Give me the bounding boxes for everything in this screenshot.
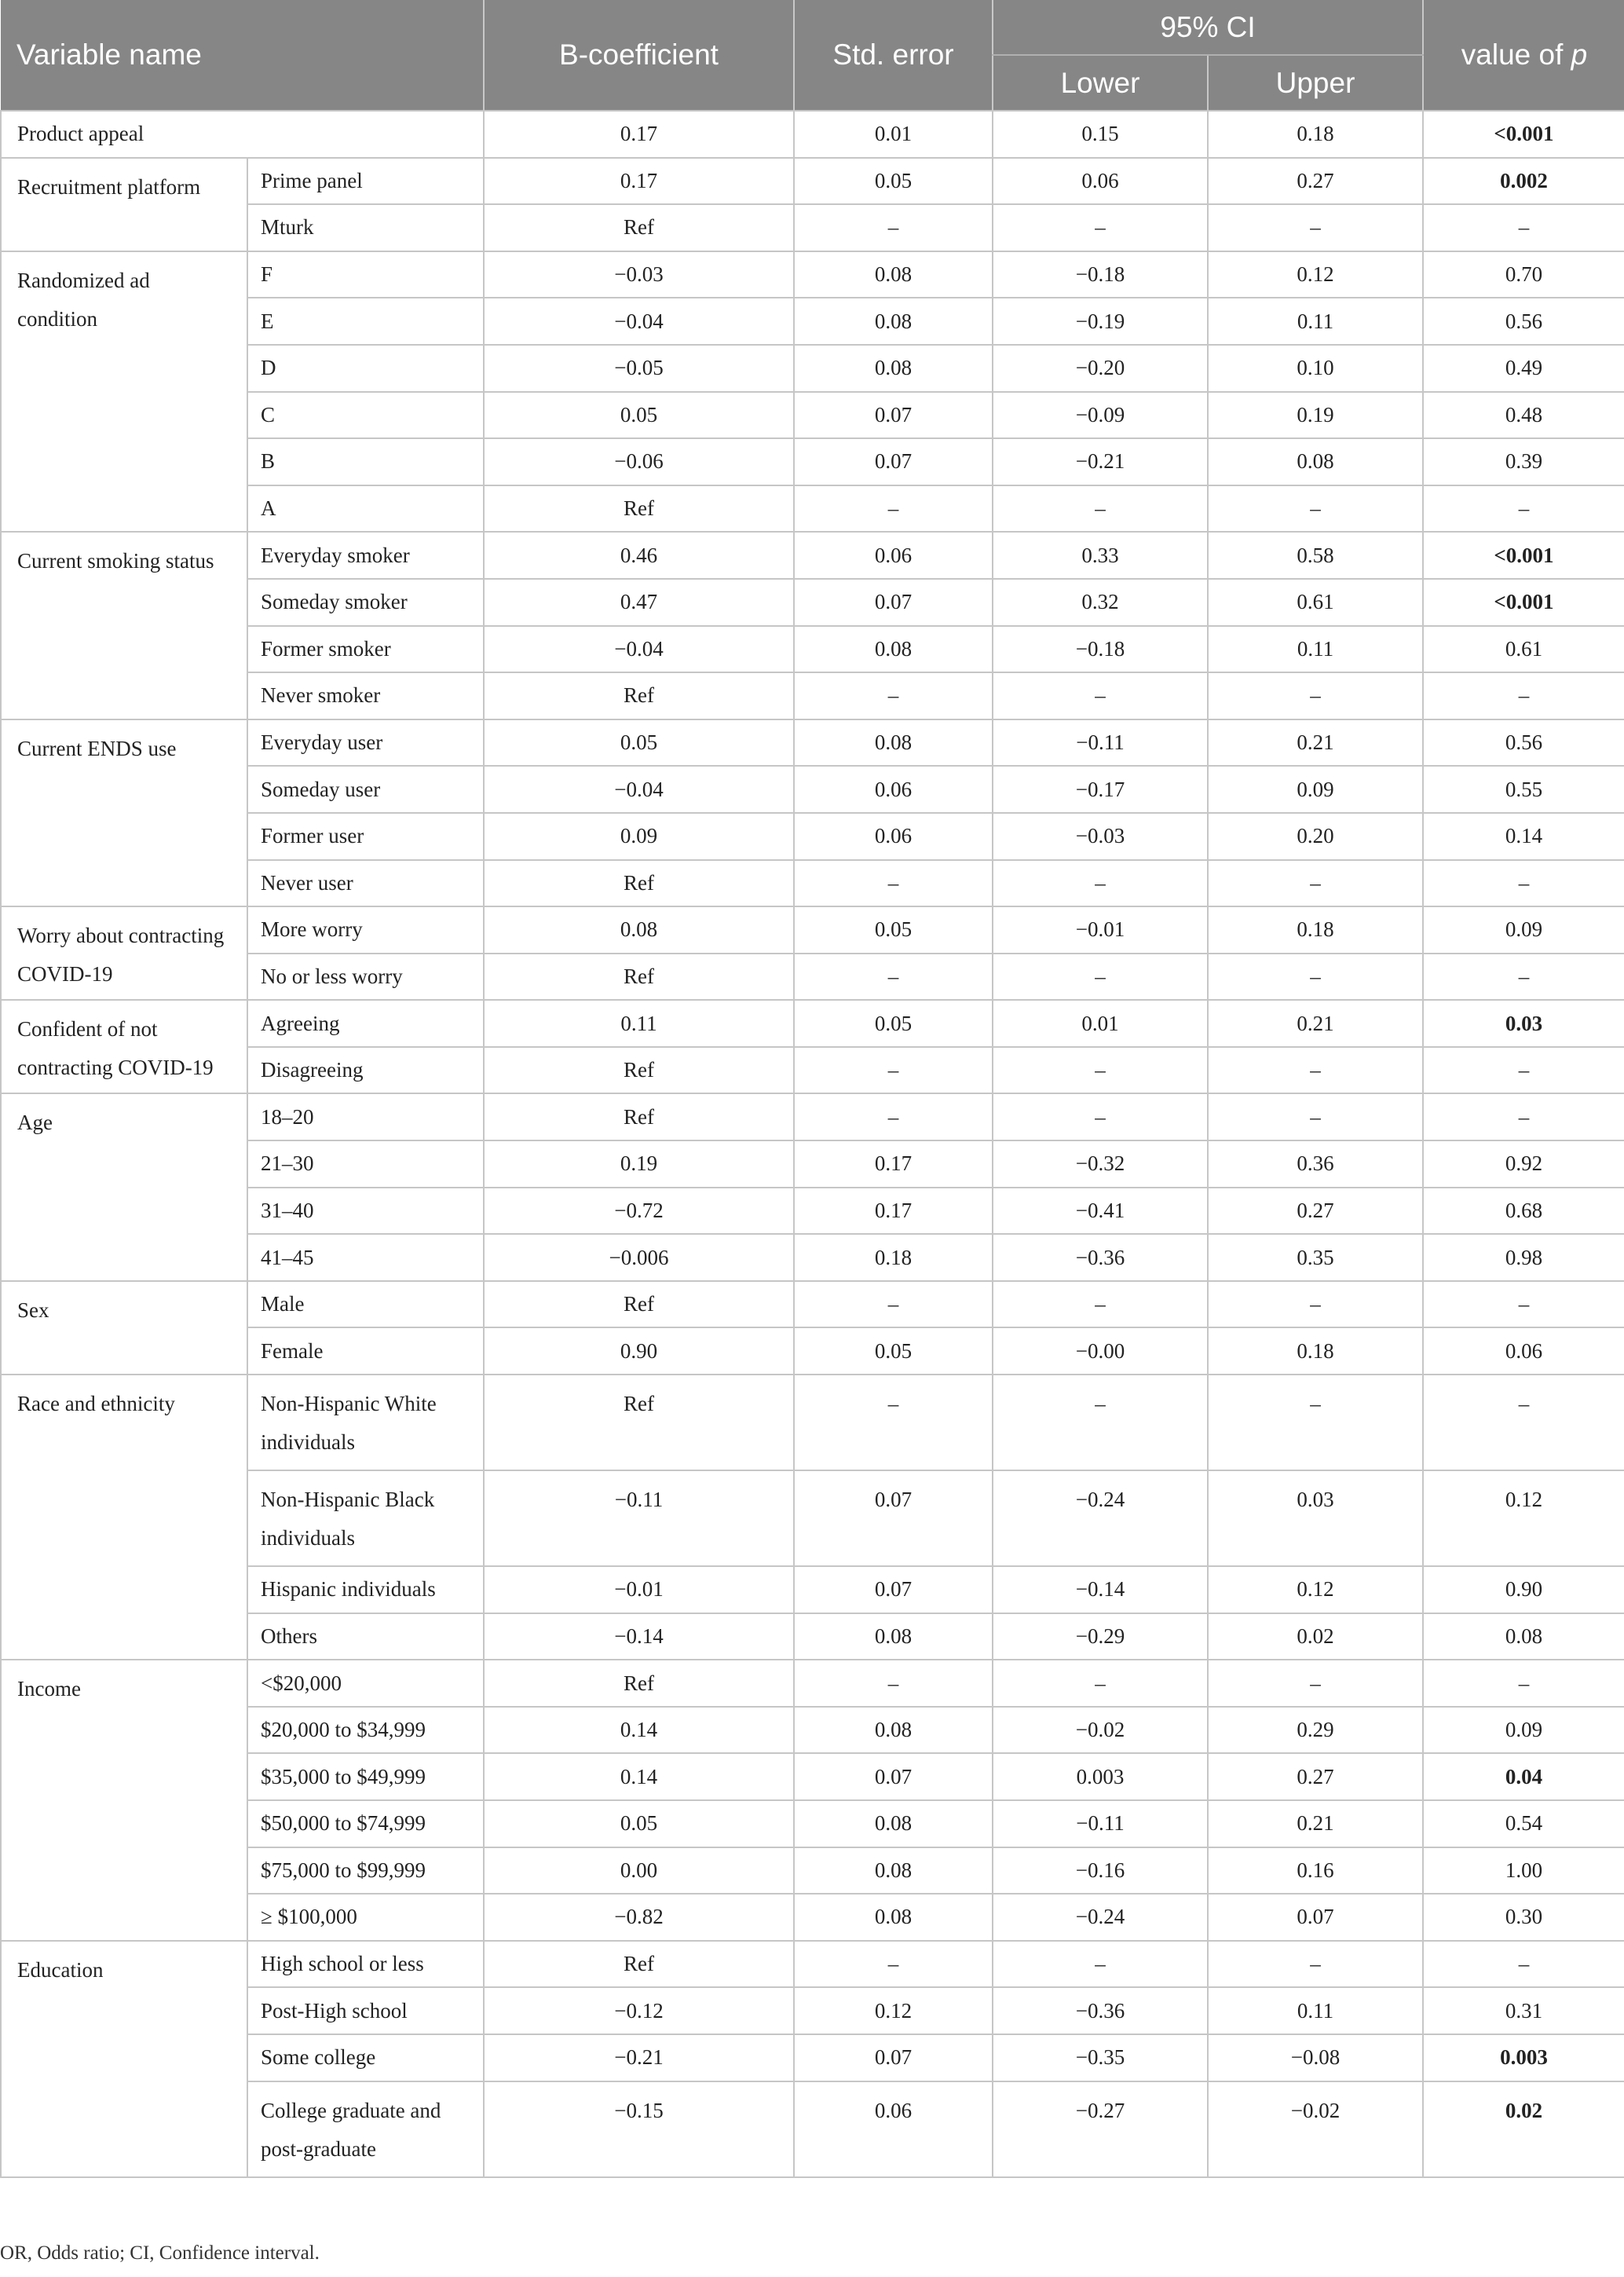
ci-lower-cell: −0.36 bbox=[993, 1234, 1208, 1281]
p-value-cell: – bbox=[1423, 1375, 1624, 1470]
std-error-cell: 0.07 bbox=[794, 1470, 993, 1566]
ci-upper-cell: 0.03 bbox=[1208, 1470, 1423, 1566]
p-value-cell: – bbox=[1423, 672, 1624, 719]
table-row bbox=[1, 251, 1624, 298]
category-label: A bbox=[247, 485, 484, 533]
ci-upper-cell: 0.35 bbox=[1208, 1234, 1423, 1281]
ci-upper-cell: – bbox=[1208, 1093, 1423, 1140]
b-coefficient-cell: Ref bbox=[484, 485, 794, 533]
b-coefficient-cell: Ref bbox=[484, 1047, 794, 1094]
p-value-cell: 0.31 bbox=[1423, 1987, 1624, 2034]
ci-lower-cell: −0.27 bbox=[993, 2081, 1208, 2177]
ci-upper-cell: 0.18 bbox=[1208, 1327, 1423, 1375]
category-label: Former smoker bbox=[247, 626, 484, 673]
header-ci-95: 95% CI bbox=[993, 0, 1423, 55]
p-value-cell: – bbox=[1423, 1281, 1624, 1328]
p-value-cell: 0.54 bbox=[1423, 1800, 1624, 1847]
b-coefficient-cell: 0.09 bbox=[484, 813, 794, 860]
table-row bbox=[1, 906, 1624, 954]
ci-lower-cell: – bbox=[993, 1941, 1208, 1988]
category-label: Everyday user bbox=[247, 719, 484, 767]
std-error-cell: – bbox=[794, 672, 993, 719]
p-value-cell: <0.001 bbox=[1423, 579, 1624, 626]
category-label: F bbox=[247, 251, 484, 298]
b-coefficient-cell: −0.04 bbox=[484, 298, 794, 345]
b-coefficient-cell: 0.14 bbox=[484, 1753, 794, 1800]
std-error-cell: 0.05 bbox=[794, 906, 993, 954]
b-coefficient-cell: −0.12 bbox=[484, 1987, 794, 2034]
ci-lower-cell: – bbox=[993, 860, 1208, 907]
std-error-cell: 0.07 bbox=[794, 1566, 993, 1613]
b-coefficient-cell: Ref bbox=[484, 204, 794, 251]
category-label: Post-High school bbox=[247, 1987, 484, 2034]
b-coefficient-cell: Ref bbox=[484, 1660, 794, 1707]
p-value-cell: 0.70 bbox=[1423, 251, 1624, 298]
ci-upper-cell: −0.08 bbox=[1208, 2034, 1423, 2081]
category-label: $75,000 to $99,999 bbox=[247, 1847, 484, 1894]
p-value-cell: – bbox=[1423, 954, 1624, 1001]
ci-upper-cell: 0.18 bbox=[1208, 906, 1423, 954]
ci-lower-cell: 0.15 bbox=[993, 111, 1208, 158]
p-value-cell: 0.30 bbox=[1423, 1894, 1624, 1941]
variable-label: Education bbox=[1, 1941, 247, 2177]
category-label: High school or less bbox=[247, 1941, 484, 1988]
p-value-cell: 0.56 bbox=[1423, 719, 1624, 767]
std-error-cell: 0.08 bbox=[794, 1894, 993, 1941]
std-error-cell: 0.08 bbox=[794, 345, 993, 392]
p-value-cell: <0.001 bbox=[1423, 532, 1624, 579]
ci-lower-cell: −0.18 bbox=[993, 251, 1208, 298]
table-row bbox=[1, 158, 1624, 205]
category-label: Someday smoker bbox=[247, 579, 484, 626]
table-footnote: OR, Odds ratio; CI, Confidence interval. bbox=[0, 2242, 320, 2264]
p-value-cell: – bbox=[1423, 1941, 1624, 1988]
ci-upper-cell: 0.61 bbox=[1208, 579, 1423, 626]
b-coefficient-cell: −0.01 bbox=[484, 1566, 794, 1613]
ci-upper-cell: 0.08 bbox=[1208, 438, 1423, 485]
p-value-cell: 0.003 bbox=[1423, 2034, 1624, 2081]
variable-label: Recruitment platform bbox=[1, 158, 247, 251]
category-label: <$20,000 bbox=[247, 1660, 484, 1707]
ci-upper-cell: 0.16 bbox=[1208, 1847, 1423, 1894]
b-coefficient-cell: Ref bbox=[484, 860, 794, 907]
p-value-cell: – bbox=[1423, 860, 1624, 907]
std-error-cell: – bbox=[794, 1941, 993, 1988]
b-coefficient-cell: Ref bbox=[484, 1281, 794, 1328]
ci-upper-cell: – bbox=[1208, 1047, 1423, 1094]
b-coefficient-cell: Ref bbox=[484, 954, 794, 1001]
b-coefficient-cell: 0.05 bbox=[484, 1800, 794, 1847]
category-label: Prime panel bbox=[247, 158, 484, 205]
variable-label: Worry about contracting COVID-19 bbox=[1, 906, 247, 1000]
ci-lower-cell: – bbox=[993, 954, 1208, 1001]
b-coefficient-cell: 0.00 bbox=[484, 1847, 794, 1894]
b-coefficient-cell: 0.11 bbox=[484, 1000, 794, 1047]
std-error-cell: 0.08 bbox=[794, 719, 993, 767]
variable-label: Race and ethnicity bbox=[1, 1375, 247, 1660]
p-value-cell: 0.03 bbox=[1423, 1000, 1624, 1047]
std-error-cell: 0.08 bbox=[794, 1847, 993, 1894]
ci-upper-cell: 0.27 bbox=[1208, 158, 1423, 205]
ci-upper-cell: 0.12 bbox=[1208, 251, 1423, 298]
ci-lower-cell: −0.19 bbox=[993, 298, 1208, 345]
ci-lower-cell: −0.24 bbox=[993, 1470, 1208, 1566]
ci-upper-cell: −0.02 bbox=[1208, 2081, 1423, 2177]
category-label: D bbox=[247, 345, 484, 392]
p-value-cell: 0.08 bbox=[1423, 1613, 1624, 1660]
category-label: Never user bbox=[247, 860, 484, 907]
std-error-cell: 0.08 bbox=[794, 251, 993, 298]
b-coefficient-cell: Ref bbox=[484, 1375, 794, 1470]
ci-upper-cell: 0.09 bbox=[1208, 766, 1423, 813]
category-label: 18–20 bbox=[247, 1093, 484, 1140]
ci-upper-cell: – bbox=[1208, 1281, 1423, 1328]
ci-lower-cell: −0.41 bbox=[993, 1188, 1208, 1235]
category-label: College graduate and post-graduate bbox=[247, 2081, 484, 2177]
ci-upper-cell: 0.11 bbox=[1208, 1987, 1423, 2034]
p-value-cell: 0.92 bbox=[1423, 1140, 1624, 1188]
category-label: Non-Hispanic White individuals bbox=[247, 1375, 484, 1470]
table-row bbox=[1, 1375, 1624, 1470]
category-label: $35,000 to $49,999 bbox=[247, 1753, 484, 1800]
ci-lower-cell: −0.02 bbox=[993, 1707, 1208, 1754]
ci-lower-cell: −0.16 bbox=[993, 1847, 1208, 1894]
ci-lower-cell: −0.24 bbox=[993, 1894, 1208, 1941]
ci-lower-cell: −0.29 bbox=[993, 1613, 1208, 1660]
ci-upper-cell: 0.36 bbox=[1208, 1140, 1423, 1188]
table-row bbox=[1, 1941, 1624, 1988]
ci-lower-cell: – bbox=[993, 204, 1208, 251]
ci-lower-cell: 0.32 bbox=[993, 579, 1208, 626]
ci-upper-cell: 0.07 bbox=[1208, 1894, 1423, 1941]
ci-lower-cell: −0.36 bbox=[993, 1987, 1208, 2034]
category-label: More worry bbox=[247, 906, 484, 954]
ci-upper-cell: 0.20 bbox=[1208, 813, 1423, 860]
std-error-cell: 0.08 bbox=[794, 1613, 993, 1660]
p-value-cell: 0.002 bbox=[1423, 158, 1624, 205]
p-value-cell: 0.55 bbox=[1423, 766, 1624, 813]
category-label: Everyday smoker bbox=[247, 532, 484, 579]
std-error-cell: – bbox=[794, 1047, 993, 1094]
std-error-cell: 0.08 bbox=[794, 626, 993, 673]
std-error-cell: – bbox=[794, 1375, 993, 1470]
std-error-cell: 0.17 bbox=[794, 1140, 993, 1188]
std-error-cell: – bbox=[794, 204, 993, 251]
variable-label: Confident of not contracting COVID-19 bbox=[1, 1000, 247, 1093]
ci-lower-cell: −0.18 bbox=[993, 626, 1208, 673]
category-label: Some college bbox=[247, 2034, 484, 2081]
p-value-cell: 0.02 bbox=[1423, 2081, 1624, 2177]
p-value-cell: – bbox=[1423, 1660, 1624, 1707]
p-value-cell: 0.14 bbox=[1423, 813, 1624, 860]
ci-lower-cell: – bbox=[993, 1660, 1208, 1707]
ci-lower-cell: – bbox=[993, 672, 1208, 719]
ci-upper-cell: – bbox=[1208, 672, 1423, 719]
p-value-cell: 0.98 bbox=[1423, 1234, 1624, 1281]
std-error-cell: 0.07 bbox=[794, 2034, 993, 2081]
std-error-cell: 0.06 bbox=[794, 766, 993, 813]
std-error-cell: – bbox=[794, 1093, 993, 1140]
std-error-cell: 0.06 bbox=[794, 813, 993, 860]
variable-label: Age bbox=[1, 1093, 247, 1280]
ci-lower-cell: −0.32 bbox=[993, 1140, 1208, 1188]
std-error-cell: – bbox=[794, 1660, 993, 1707]
ci-upper-cell: – bbox=[1208, 954, 1423, 1001]
category-label: 41–45 bbox=[247, 1234, 484, 1281]
ci-lower-cell: −0.35 bbox=[993, 2034, 1208, 2081]
category-label: Mturk bbox=[247, 204, 484, 251]
ci-lower-cell: −0.14 bbox=[993, 1566, 1208, 1613]
variable-label: Income bbox=[1, 1660, 247, 1941]
variable-label: Randomized ad condition bbox=[1, 251, 247, 533]
p-value-cell: 0.06 bbox=[1423, 1327, 1624, 1375]
std-error-cell: 0.07 bbox=[794, 1753, 993, 1800]
std-error-cell: 0.07 bbox=[794, 579, 993, 626]
std-error-cell: 0.05 bbox=[794, 1000, 993, 1047]
ci-upper-cell: 0.10 bbox=[1208, 345, 1423, 392]
std-error-cell: 0.05 bbox=[794, 1327, 993, 1375]
header-p-value bbox=[1423, 0, 1624, 111]
std-error-cell: 0.07 bbox=[794, 392, 993, 439]
b-coefficient-cell: 0.47 bbox=[484, 579, 794, 626]
ci-lower-cell: −0.17 bbox=[993, 766, 1208, 813]
std-error-cell: – bbox=[794, 954, 993, 1001]
b-coefficient-cell: −0.05 bbox=[484, 345, 794, 392]
b-coefficient-cell: Ref bbox=[484, 1941, 794, 1988]
b-coefficient-cell: 0.14 bbox=[484, 1707, 794, 1754]
table-row bbox=[1, 111, 1624, 158]
p-value-cell: 0.09 bbox=[1423, 906, 1624, 954]
b-coefficient-cell: Ref bbox=[484, 1093, 794, 1140]
ci-lower-cell: – bbox=[993, 1281, 1208, 1328]
table-row bbox=[1, 1281, 1624, 1328]
b-coefficient-cell: 0.46 bbox=[484, 532, 794, 579]
ci-upper-cell: 0.11 bbox=[1208, 626, 1423, 673]
ci-lower-cell: −0.11 bbox=[993, 1800, 1208, 1847]
ci-lower-cell: −0.09 bbox=[993, 392, 1208, 439]
p-value-cell: 0.12 bbox=[1423, 1470, 1624, 1566]
b-coefficient-cell: −0.06 bbox=[484, 438, 794, 485]
category-label: Agreeing bbox=[247, 1000, 484, 1047]
ci-lower-cell: – bbox=[993, 1047, 1208, 1094]
std-error-cell: 0.07 bbox=[794, 438, 993, 485]
variable-label: Sex bbox=[1, 1281, 247, 1375]
p-value-cell: 0.39 bbox=[1423, 438, 1624, 485]
ci-lower-cell: 0.003 bbox=[993, 1753, 1208, 1800]
header-ci-lower: Lower bbox=[993, 55, 1208, 111]
category-label: E bbox=[247, 298, 484, 345]
ci-lower-cell: −0.20 bbox=[993, 345, 1208, 392]
ci-lower-cell: – bbox=[993, 1375, 1208, 1470]
ci-lower-cell: – bbox=[993, 485, 1208, 533]
ci-upper-cell: 0.12 bbox=[1208, 1566, 1423, 1613]
variable-label: Current smoking status bbox=[1, 532, 247, 719]
category-label: 21–30 bbox=[247, 1140, 484, 1188]
ci-lower-cell: −0.01 bbox=[993, 906, 1208, 954]
table-header bbox=[1, 0, 1624, 111]
b-coefficient-cell: 0.17 bbox=[484, 158, 794, 205]
category-label: ≥ $100,000 bbox=[247, 1894, 484, 1941]
std-error-cell: 0.06 bbox=[794, 2081, 993, 2177]
ci-upper-cell: 0.11 bbox=[1208, 298, 1423, 345]
p-value-cell: – bbox=[1423, 485, 1624, 533]
ci-upper-cell: – bbox=[1208, 485, 1423, 533]
category-label: Hispanic individuals bbox=[247, 1566, 484, 1613]
b-coefficient-cell: −0.04 bbox=[484, 626, 794, 673]
table-row bbox=[1, 532, 1624, 579]
b-coefficient-cell: 0.19 bbox=[484, 1140, 794, 1188]
b-coefficient-cell: −0.006 bbox=[484, 1234, 794, 1281]
p-value-cell: – bbox=[1423, 1093, 1624, 1140]
ci-upper-cell: – bbox=[1208, 1375, 1423, 1470]
ci-upper-cell: 0.21 bbox=[1208, 1800, 1423, 1847]
p-value-cell: <0.001 bbox=[1423, 111, 1624, 158]
p-value-cell: 0.09 bbox=[1423, 1707, 1624, 1754]
header-b-coefficient: B-coefficient bbox=[484, 0, 794, 111]
std-error-cell: 0.12 bbox=[794, 1987, 993, 2034]
header-std-error: Std. error bbox=[794, 0, 993, 111]
category-label: B bbox=[247, 438, 484, 485]
ci-upper-cell: 0.19 bbox=[1208, 392, 1423, 439]
b-coefficient-cell: −0.21 bbox=[484, 2034, 794, 2081]
ci-upper-cell: 0.18 bbox=[1208, 111, 1423, 158]
p-value-cell: 0.49 bbox=[1423, 345, 1624, 392]
variable-label: Product appeal bbox=[1, 111, 484, 158]
ci-lower-cell: −0.11 bbox=[993, 719, 1208, 767]
ci-lower-cell: −0.03 bbox=[993, 813, 1208, 860]
category-label: Someday user bbox=[247, 766, 484, 813]
header-ci-upper: Upper bbox=[1208, 55, 1423, 111]
category-label: Others bbox=[247, 1613, 484, 1660]
b-coefficient-cell: Ref bbox=[484, 672, 794, 719]
p-value-cell: – bbox=[1423, 1047, 1624, 1094]
category-label: Former user bbox=[247, 813, 484, 860]
category-label: Disagreeing bbox=[247, 1047, 484, 1094]
b-coefficient-cell: −0.72 bbox=[484, 1188, 794, 1235]
ci-upper-cell: – bbox=[1208, 1660, 1423, 1707]
std-error-cell: – bbox=[794, 485, 993, 533]
ci-lower-cell: 0.01 bbox=[993, 1000, 1208, 1047]
std-error-cell: 0.08 bbox=[794, 1707, 993, 1754]
category-label: No or less worry bbox=[247, 954, 484, 1001]
b-coefficient-cell: −0.11 bbox=[484, 1470, 794, 1566]
ci-upper-cell: – bbox=[1208, 860, 1423, 907]
std-error-cell: 0.08 bbox=[794, 1800, 993, 1847]
p-value-cell: 0.61 bbox=[1423, 626, 1624, 673]
category-label: C bbox=[247, 392, 484, 439]
std-error-cell: 0.01 bbox=[794, 111, 993, 158]
ci-upper-cell: – bbox=[1208, 204, 1423, 251]
category-label: Never smoker bbox=[247, 672, 484, 719]
ci-upper-cell: 0.29 bbox=[1208, 1707, 1423, 1754]
table-row bbox=[1, 1000, 1624, 1047]
p-value-cell: 1.00 bbox=[1423, 1847, 1624, 1894]
category-label: Non-Hispanic Black individuals bbox=[247, 1470, 484, 1566]
std-error-cell: 0.05 bbox=[794, 158, 993, 205]
p-value-cell: 0.04 bbox=[1423, 1753, 1624, 1800]
b-coefficient-cell: 0.08 bbox=[484, 906, 794, 954]
b-coefficient-cell: 0.90 bbox=[484, 1327, 794, 1375]
p-value-cell: 0.90 bbox=[1423, 1566, 1624, 1613]
table-row bbox=[1, 719, 1624, 767]
ci-lower-cell: – bbox=[993, 1093, 1208, 1140]
b-coefficient-cell: 0.05 bbox=[484, 392, 794, 439]
ci-upper-cell: 0.27 bbox=[1208, 1188, 1423, 1235]
ci-lower-cell: −0.00 bbox=[993, 1327, 1208, 1375]
b-coefficient-cell: 0.17 bbox=[484, 111, 794, 158]
ci-upper-cell: 0.02 bbox=[1208, 1613, 1423, 1660]
b-coefficient-cell: −0.03 bbox=[484, 251, 794, 298]
b-coefficient-cell: −0.82 bbox=[484, 1894, 794, 1941]
std-error-cell: – bbox=[794, 1281, 993, 1328]
table-row bbox=[1, 1660, 1624, 1707]
std-error-cell: 0.08 bbox=[794, 298, 993, 345]
header-p-symbol: p bbox=[1571, 38, 1588, 71]
ci-upper-cell: 0.27 bbox=[1208, 1753, 1423, 1800]
b-coefficient-cell: −0.04 bbox=[484, 766, 794, 813]
ci-upper-cell: 0.58 bbox=[1208, 532, 1423, 579]
std-error-cell: 0.17 bbox=[794, 1188, 993, 1235]
b-coefficient-cell: −0.14 bbox=[484, 1613, 794, 1660]
header-p-value-label: value of bbox=[1461, 38, 1564, 71]
ci-upper-cell: 0.21 bbox=[1208, 1000, 1423, 1047]
table-row bbox=[1, 1093, 1624, 1140]
std-error-cell: 0.18 bbox=[794, 1234, 993, 1281]
ci-upper-cell: 0.21 bbox=[1208, 719, 1423, 767]
p-value-cell: 0.48 bbox=[1423, 392, 1624, 439]
b-coefficient-cell: −0.15 bbox=[484, 2081, 794, 2177]
category-label: Female bbox=[247, 1327, 484, 1375]
ci-lower-cell: 0.06 bbox=[993, 158, 1208, 205]
ci-upper-cell: – bbox=[1208, 1941, 1423, 1988]
ci-lower-cell: −0.21 bbox=[993, 438, 1208, 485]
category-label: $50,000 to $74,999 bbox=[247, 1800, 484, 1847]
category-label: Male bbox=[247, 1281, 484, 1328]
p-value-cell: 0.56 bbox=[1423, 298, 1624, 345]
b-coefficient-cell: 0.05 bbox=[484, 719, 794, 767]
p-value-cell: – bbox=[1423, 204, 1624, 251]
variable-label: Current ENDS use bbox=[1, 719, 247, 906]
header-variable-name: Variable name bbox=[1, 0, 484, 111]
category-label: $20,000 to $34,999 bbox=[247, 1707, 484, 1754]
category-label: 31–40 bbox=[247, 1188, 484, 1235]
ci-lower-cell: 0.33 bbox=[993, 532, 1208, 579]
p-value-cell: 0.68 bbox=[1423, 1188, 1624, 1235]
std-error-cell: – bbox=[794, 860, 993, 907]
std-error-cell: 0.06 bbox=[794, 532, 993, 579]
